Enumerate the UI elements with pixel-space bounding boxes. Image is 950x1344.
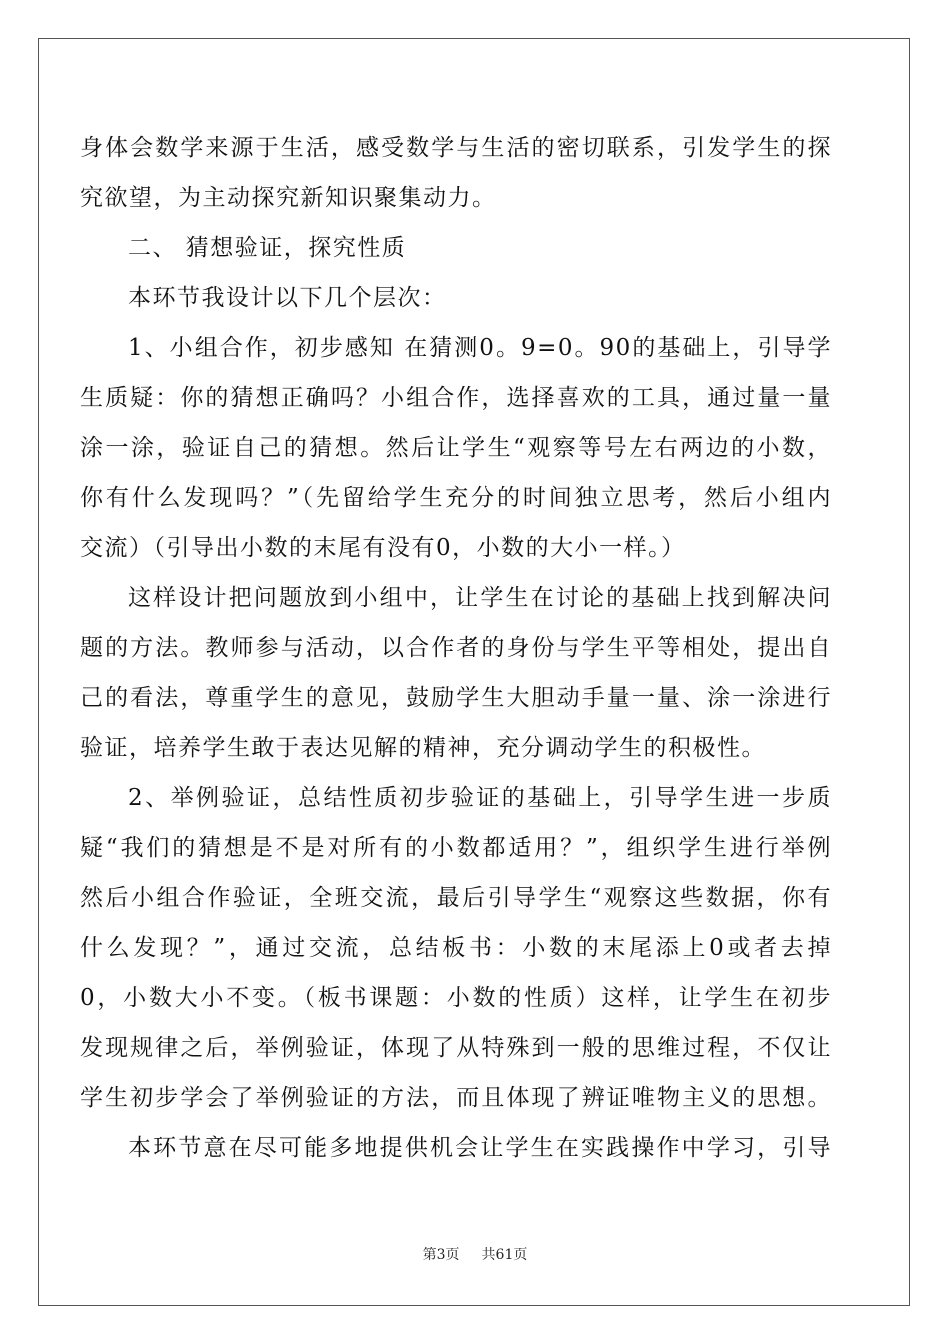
text-line: 疑“我们的猜想是不是对所有的小数都适用？”，组织学生进行举例	[80, 835, 832, 861]
section-heading: 二、 猜想验证，探究性质	[128, 235, 407, 261]
text-line: 学生初步学会了举例验证的方法，而且体现了辨证唯物主义的思想。	[80, 1085, 832, 1111]
text-line: 2、举例验证，总结性质初步验证的基础上，引导学生进一步质	[128, 785, 832, 811]
text-line: 然后小组合作验证，全班交流，最后引导学生“观察这些数据，你有	[80, 885, 832, 911]
total-pages: 共61页	[481, 1247, 528, 1263]
text-line: 你有什么发现吗？”（先留给学生充分的时间独立思考，然后小组内	[80, 485, 832, 511]
text-line: 本环节意在尽可能多地提供机会让学生在实践操作中学习，引导	[128, 1135, 832, 1161]
text-line: 涂一涂，验证自己的猜想。然后让学生“观察等号左右两边的小数，	[80, 435, 832, 461]
text-line: 这样设计把问题放到小组中，让学生在讨论的基础上找到解决问	[128, 585, 832, 611]
text-line: 本环节我设计以下几个层次：	[128, 285, 447, 311]
text-line: 什么发现？”，通过交流，总结板书：小数的末尾添上0或者去掉	[80, 935, 832, 961]
text-line: 究欲望，为主动探究新知识聚集动力。	[80, 185, 497, 211]
current-page-number: 第3页	[422, 1247, 460, 1263]
text-line: 题的方法。教师参与活动，以合作者的身份与学生平等相处，提出自	[80, 635, 832, 661]
text-line: 交流）（引导出小数的末尾有没有0，小数的大小一样。）	[80, 535, 686, 561]
text-line: 0，小数大小不变。（板书课题：小数的性质）这样，让学生在初步	[80, 985, 832, 1011]
text-line: 己的看法，尊重学生的意见，鼓励学生大胆动手量一量、涂一涂进行	[80, 685, 832, 711]
text-line: 验证，培养学生敢于表达见解的精神，充分调动学生的积极性。	[80, 735, 766, 761]
text-line: 生质疑：你的猜想正确吗？小组合作，选择喜欢的工具，通过量一量	[80, 385, 832, 411]
page-footer	[0, 1244, 950, 1264]
text-line: 身体会数学来源于生活，感受数学与生活的密切联系，引发学生的探	[80, 135, 832, 161]
text-line: 发现规律之后，举例验证，体现了从特殊到一般的思维过程，不仅让	[80, 1035, 832, 1061]
text-line: 1、小组合作，初步感知 在猜测0。9=0。90的基础上，引导学	[128, 335, 832, 361]
